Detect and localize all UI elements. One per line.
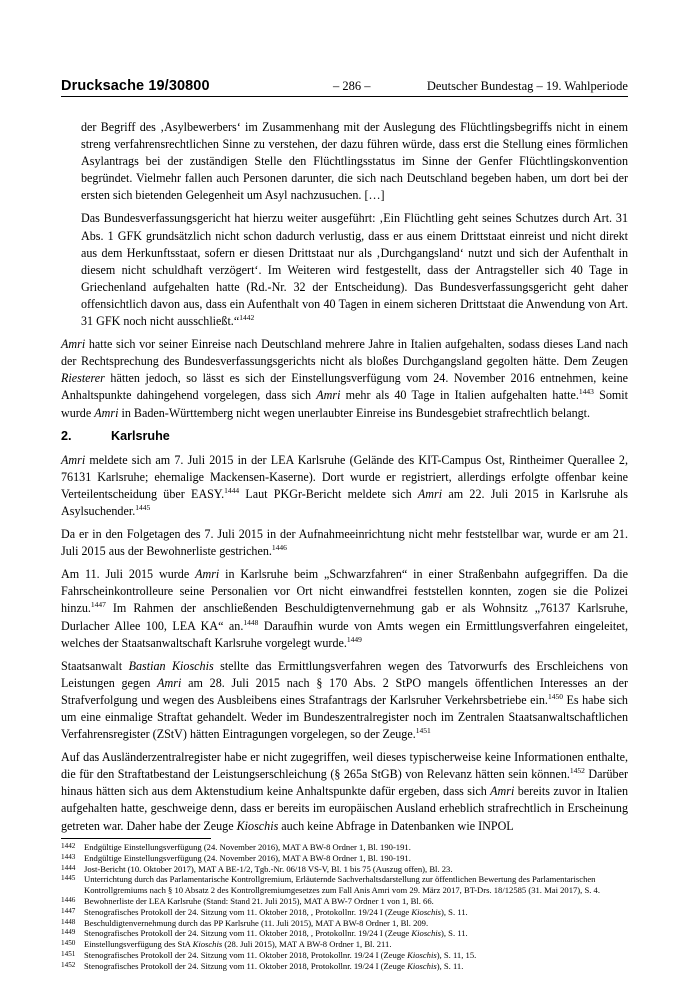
paragraph-text: Im Rahmen der anschließenden Beschuldigtenvernehmung gab er als Wohnsitz „76137 Karlsruhe, Durlacher Allee 100, LEA KA“ an. <box>61 601 628 633</box>
page-number: – 286 – <box>333 79 371 93</box>
name-italic: Amri <box>157 675 182 690</box>
name-italic: Amri <box>61 452 86 467</box>
paragraph-text: Es habe sich um eine einmalige Straftat gehandelt. Weder im Bundeszentralregister noch im Zentralen Staatsanwaltschaftlichen Verfahrensregister (ZStV) hätten Eintragungen vorgelegen, so der Zeuge. <box>61 692 628 742</box>
paragraph-7 <box>61 658 628 743</box>
section-heading <box>61 428 628 445</box>
footnote-number: 1444 <box>61 863 76 872</box>
paragraph-text: hatte sich vor seiner Einreise nach Deutschland mehrere Jahre in Italien aufgehalten, sodass dieses Land nach der Rechtsprechung des Bundesverfassungsgerichts nicht als bloßes Durchgangsland gegolten hätte. Dem Zeugen <box>61 337 628 369</box>
section-title: Karlsruhe <box>111 428 170 443</box>
footnote-number: 1443 <box>61 852 76 861</box>
main-text <box>61 119 628 841</box>
footnote-number: 1450 <box>61 939 76 948</box>
document-number <box>61 78 210 94</box>
footnote-text: Unterrichtung durch das Parlamentarische Kontrollgremium, Erläuternde Sachverhaltsdarstellung zur öffentlichen Bewertung des Parlamentarischen Kontrollgremiums nach § 10 Absatz 2 des Kontrollgremiumgesetzes zum Fall Anis Amri vom 29. März 2017, BT-Drs. 18/12585 (31. Mai 2017), S. 4. <box>84 874 600 896</box>
paragraph-text: Am 11. Juli 2015 wurde <box>61 567 196 582</box>
paragraph-text: in Karlsruhe beim „Schwarzfahren“ in einer Straßenbahn aufgegriffen. Da die Fahrscheinkontrolleure seine Personalien vor Ort nicht einwandfrei feststellen konnten, zogen sie die Polizei hinzu. <box>61 567 629 616</box>
name-italic: Amri <box>417 486 443 501</box>
paragraph-text: Das Bundesverfassungsgericht hat hierzu weiter ausgeführt: ‚Ein Flüchtling geht seines Schutzes durch Art. 31 Abs. 1 GFK grundsätzlich nicht schon dadurch verlustig, dass er aus einem Drittstaat einreist und nicht direkt aus dem Herkunftsstaat, sofern er diesen Drittstaat nur als ‚Durchgangsland‘ nutzt und sich der Aufenthalt in diesem nicht schuldhaft verzögert‘. Im Weiteren wird festgestellt, dass der Antragsteller sich 40 Tage in Griechenland aufgehalten hatte (Rd.-Nr. 32 der Entscheidung). Das Bundesverfassungsgericht geht daher offensichtlich davon aus, dass ein Aufenthalt von 40 Tagen in einem sicheren Drittstaat die Anwendung von Art. 31 GFK noch nicht ausschließt.“ <box>81 211 628 329</box>
paragraph-text: hätten jedoch, so lässt es sich der Einstellungsverfügung vom 24. November 2016 entnehmen, keine Anhaltspunkte dahingehend vorgelegen, dass sich <box>61 371 628 403</box>
section-number: 2. <box>61 428 72 443</box>
footnote-separator <box>61 838 211 839</box>
footnote <box>61 907 628 918</box>
footnote-number: 1447 <box>61 906 76 915</box>
footnotes <box>61 842 628 972</box>
footnote-text: Stenografisches Protokoll der 24. Sitzung vom 11. Oktober 2018, Protokollnr. 19/24 I (Zeuge Kioschis), S. 11, 15. <box>84 949 477 960</box>
footnote-ref[interactable]: 1449 <box>346 634 362 644</box>
footnote-text: Stenografisches Protokoll der 24. Sitzung vom 11. Oktober 2018, , Protokollnr. 19/24 I (Zeuge Kioschis), S. 11. <box>84 928 468 939</box>
name-italic: Kioschis <box>236 818 279 833</box>
footnote <box>61 842 628 853</box>
paragraph-text: stellte das Ermittlungsverfahren wegen des Tatvorwurfs des Erschleichens von Leistungen gegen <box>61 658 628 690</box>
paragraph-text: meldete sich am 7. Juli 2015 in der LEA Karlsruhe (Gelände des KIT-Campus Ost, Rintheimer Querallee 2, 76131 Karlsruhe; ehemalige Mackensen-Kaserne). Dort wurde er registriert, allerdings erfolgte offenbar keine Verteilentscheidung über EASY. <box>61 452 628 501</box>
name-italic: Amri <box>94 405 119 420</box>
paragraph-8 <box>61 749 628 834</box>
name-italic: Amri <box>195 567 220 582</box>
paragraph-text: Da er in den Folgetagen des 7. Juli 2015 in der Aufnahmeeinrichtung nicht mehr feststellbar war, wurde er am 21. Juli 2015 aus der Bewohnerliste gestrichen. <box>61 527 628 559</box>
footnote-ref[interactable]: 1448 <box>243 617 259 627</box>
footnote-number: 1446 <box>61 895 76 904</box>
doc-prefix: Drucksache 19/ <box>61 78 169 94</box>
footnote <box>61 950 628 961</box>
footnote-text: Beschuldigtenvernehmung durch das PP Karlsruhe (11. Juli 2015), MAT A BW-8 Ordner 1, Bl. 209. <box>84 917 429 928</box>
footnote-ref[interactable]: 1452 <box>569 766 585 776</box>
footnote-number: 1451 <box>61 949 76 958</box>
footnote-number: 1449 <box>61 928 76 937</box>
paragraph-text: am 28. Juli 2015 nach § 170 Abs. 2 StPO mangels öffentlichen Interesses an der Strafverfolgung und wegen des Ausbleibens eines Strafantrags der Karlsruher Verkehrsbetriebe ein. <box>61 675 628 707</box>
footnote-ref[interactable]: 1451 <box>415 726 431 736</box>
footnote-text: Endgültige Einstellungsverfügung (24. November 2016), MAT A BW-8 Ordner 1, Bl. 190-191. <box>84 852 411 863</box>
name-italic: Bastian Kioschis <box>128 658 214 673</box>
footnote-ref[interactable]: 1445 <box>135 502 151 512</box>
footnote-text: Stenografisches Protokoll der 24. Sitzung vom 11. Oktober 2018, , Protokollnr. 19/24 I (Zeuge Kioschis), S. 11. <box>84 906 468 917</box>
paragraph-text: Daraufhin wurde von Amts wegen ein Ermittlungsverfahren eingeleitet, welches der Staatsanwaltschaft Karlsruhe vorgelegt wurde. <box>61 618 629 650</box>
footnote <box>61 864 628 875</box>
paragraph-6 <box>61 566 628 651</box>
page-header <box>61 78 628 97</box>
footnote-ref[interactable]: 1447 <box>90 600 106 610</box>
footnote <box>61 896 628 907</box>
quote-paragraph-2 <box>81 210 628 330</box>
footnote-number: 1445 <box>61 874 76 883</box>
footnote-text: Bewohnerliste der LEA Karlsruhe (Stand: Stand 21. Juli 2015), MAT A BW-7 Ordner 1 von 1, Bl. 66. <box>84 895 434 906</box>
quote-paragraph-1 <box>81 119 628 204</box>
footnote-ref[interactable]: 1450 <box>547 691 563 701</box>
paragraph-4 <box>61 452 628 520</box>
footnote-ref[interactable]: 1443 <box>578 387 594 397</box>
paragraph-text: in Baden-Württemberg nicht wegen unerlaubter Einreise ins Bundesgebiet strafrechtlich belangt. <box>118 405 591 420</box>
paragraph-3 <box>61 336 628 421</box>
paragraph-text: der Begriff des ‚Asylbewerbers‘ im Zusammenhang mit der Auslegung des Flüchtlingsbegriffs nicht in einem streng verfahrensrechtlichen Sinne zu verstehen, der dazu führen würde, dass erst die Stellung eines förmlichen Asylantrags bei der zuständigen Stelle den Flüchtlingsstatus im Sinne der Genfer Flüchtlingskonvention begründet. Vielmehr fallen auch Personen darunter, die sich nach Deutschland begeben haben, um dort bei der ersten sich bietenden Gelegenheit um Asyl nachzusuchen. […] <box>81 120 628 203</box>
footnote-ref[interactable]: 1446 <box>271 543 287 553</box>
footnote-number: 1452 <box>61 960 76 969</box>
footnote <box>61 939 628 950</box>
footnote-number: 1448 <box>61 917 76 926</box>
name-italic: Riesterer <box>61 371 105 386</box>
paragraph-text: am 22. Juli 2015 in Karlsruhe als Asylsuchender. <box>61 486 628 518</box>
footnote <box>61 961 628 972</box>
name-italic: Amri <box>490 784 515 799</box>
footnote-text: Einstellungsverfügung des StA Kioschis (28. Juli 2015), MAT A BW-8 Ordner 1, Bl. 211. <box>84 939 392 950</box>
paragraph-text: Auf das Ausländerzentralregister habe er nicht zugegriffen, weil dieses typischerweise keine Informationen enthalte, die für den Straftatbestand der Leistungserschleichung (§ 265a StGB) von Relevanz hätten sein können. <box>61 750 628 782</box>
footnote <box>61 918 628 929</box>
footnote-number: 1442 <box>61 842 76 850</box>
footnote-ref[interactable]: 1442 <box>239 313 255 323</box>
footnote <box>61 853 628 864</box>
footnote-ref[interactable]: 1444 <box>224 485 240 495</box>
paragraph-text: Laut PKGr-Bericht meldete sich <box>239 486 418 501</box>
name-italic: Amri <box>61 337 86 352</box>
footnote-text: Endgültige Einstellungsverfügung (24. November 2016), MAT A BW-8 Ordner 1, Bl. 190-191. <box>84 842 411 852</box>
name-italic: Amri <box>316 388 341 403</box>
paragraph-text: bereits zuvor in Italien aufgehalten hatte, geschweige denn, dass er bereits im europäischen Ausland erheblich strafrechtlich in Erscheinung getreten war. Daher habe der Zeuge <box>61 784 628 833</box>
publisher-period: Deutscher Bundestag – 19. Wahlperiode <box>426 79 628 93</box>
doc-number: 30800 <box>168 78 210 94</box>
footnote-text: Jost-Bericht (10. Oktober 2017), MAT A BE-1/2, Tgb.-Nr. 06/18 VS-V, Bl. 1 bis 75 (Auszug offen), Bl. 23. <box>84 863 453 874</box>
footnote-text: Stenografisches Protokoll der 24. Sitzung vom 11. Oktober 2018, Protokollnr. 19/24 I (Zeuge Kioschis), S. 11. <box>84 960 464 971</box>
footnote <box>61 928 628 939</box>
paragraph-5 <box>61 526 628 560</box>
paragraph-text: Somit wurde <box>61 388 628 420</box>
paragraph-text: Staatsanwalt <box>61 658 129 673</box>
paragraph-text: mehr als 40 Tage in Italien aufgehalten hatte. <box>340 388 579 403</box>
paragraph-text: Darüber hinaus hätten sich aus dem Aktenstudium keine Anhaltspunkte dafür ergeben, dass sich <box>61 767 628 799</box>
paragraph-text: auch keine Abfrage in Datenbanken wie INPOL <box>278 818 514 833</box>
footnote <box>61 874 628 896</box>
